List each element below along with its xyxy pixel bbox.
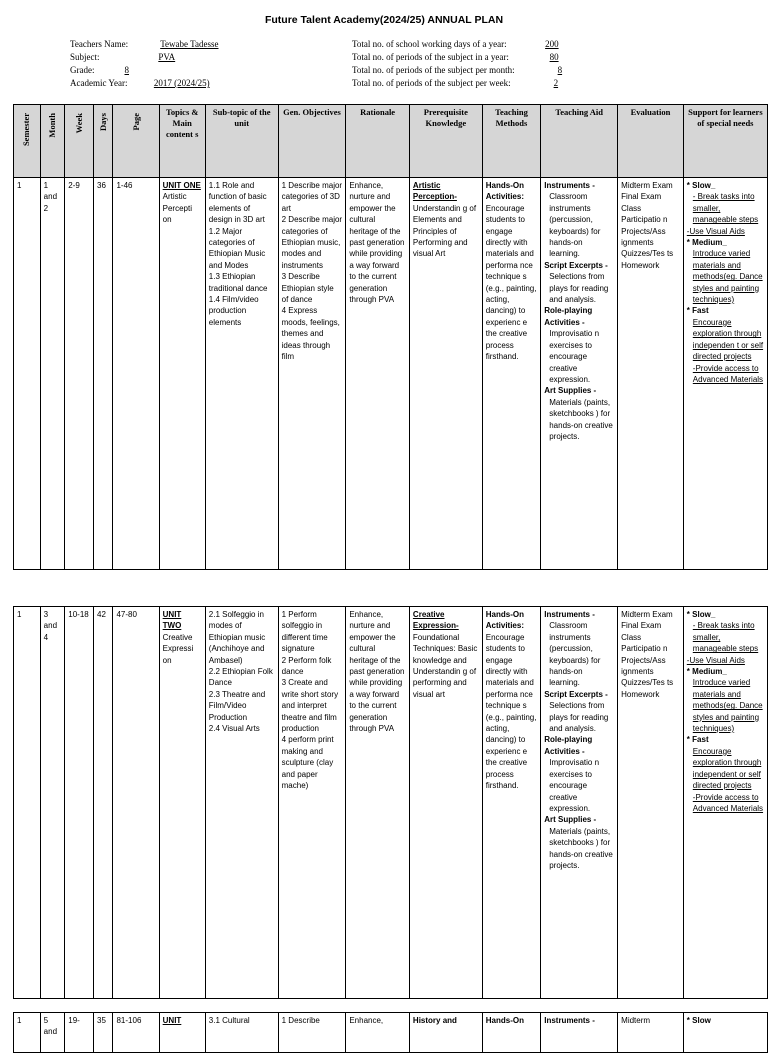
eval-item: Quizzes/Tes ts [621,249,674,259]
support-fast: * Fast [686,306,709,316]
subject-label: Subject: [70,52,100,62]
support-medium: * Medium_ [686,667,727,677]
aid-title: Art Supplies - [544,386,597,396]
col-month: Month [40,105,65,178]
col-evaluation: Evaluation [618,105,684,178]
methods-title: Hands-On Activities: [485,181,524,202]
cell-month: 5 and [40,1013,65,1053]
aid-body: Improvisatio n exercises to encourage creative expression. [549,329,600,384]
days-label: Total no. of school working days of a year: [352,39,507,49]
bullet-star: * [686,1016,690,1025]
aid-body: Selections from plays for reading and analysis. [549,701,609,734]
cell-semester: 1 [14,607,41,999]
support-slow-item: -Use Visual Aids [686,655,745,665]
cell-rationale: Enhance, [346,1013,410,1053]
unit-title: Artistic Percepti on [162,192,192,225]
eval-item: Projects/Ass ignments [621,655,666,677]
teacher-label: Teachers Name: [70,39,129,49]
cell-topics [159,1013,205,1053]
grade-label: Grade: [70,65,95,75]
cell-subtopic: 2.1 Solfeggio in modes of Ethiopian music (Anchihoye and Ambasel) 2.2 Ethiopian Folk Dance 2.3 Theatre and Film/Video Production 2.4 Visual Arts [205,607,278,999]
cell-week: 10-18 [65,607,94,999]
cell-subtopic: 3.1 Cultural [205,1013,278,1053]
cell-topics [159,178,205,570]
support-fast-item: -Provide access to Advanced Materials [692,363,764,384]
col-objectives: Gen. Objectives [278,105,346,178]
eval-item: Final Exam [621,621,662,631]
aid-body: Classroom instruments (percussion, keyboards) for hands-on learning. [549,192,601,259]
cell-page: 1-46 [113,178,159,570]
aid-body: Selections from plays for reading and analysis. [549,272,609,305]
unit-title: Creative Expressi on [162,632,194,665]
eval-item: Projects/Ass ignments [621,226,666,248]
cell-page: 47-80 [113,607,159,999]
aid-title: Instruments - [544,181,595,190]
cell-evaluation: Midterm [618,1013,684,1053]
col-methods: Teaching Methods [482,105,540,178]
cell-subtopic: 1.1 Role and function of basic elements of design in 3D art 1.2 Major categories of Ethiopian Music and Modes 1.3 Ethiopian traditional dance 1.4 Film/video production elements [205,178,278,570]
aid-body: Materials (paints, sketchbooks ) for hands-on creative projects. [549,397,613,441]
periods-week-label: Total no. of periods of the subject per week: [352,78,511,88]
support-slow-item: - Break tasks into smaller, manageable steps [692,192,759,225]
col-subtopic: Sub-topic of the unit [205,105,278,178]
methods-title: Hands-On [485,1016,524,1025]
eval-item: Final Exam [621,192,662,202]
days-row [352,38,603,51]
aid-title: Script Excerpts - [544,260,608,270]
prereq-title: History and [412,1016,457,1025]
days-value: 200 [545,39,559,49]
support-fast-item: Encourage exploration through independen t or self directed projects [692,317,764,362]
cell-days: 35 [94,1013,113,1053]
aid-title: Role-playing Activities - [544,306,593,327]
unit-label: UNIT [162,1016,182,1025]
periods-month-label: Total no. of periods of the subject per month: [352,65,515,75]
table-row [14,1013,768,1053]
eval-item: Homework [621,260,660,270]
aid-title: Instruments - [544,1016,595,1025]
methods-title: Hands-On Activities: [485,610,524,631]
eval-item: Homework [621,689,660,699]
periods-year-row [352,51,603,64]
col-rationale: Rationale [346,105,410,178]
cell-month: 3 and 4 [40,607,65,999]
cell-methods [482,178,540,570]
col-semester: Semester [14,105,41,178]
periods-year-label: Total no. of periods of the subject in a year: [352,52,509,62]
bullet-star: * [686,667,690,677]
eval-item: Midterm Exam [621,181,673,190]
year-value: 2017 (2024/25) [153,78,210,88]
bullet-star: * [686,306,690,316]
aid-title: Role-playing Activities - [544,735,593,756]
cell-rationale: Enhance, nurture and empower the cultural heritage of the past generation while providing a way forward to the current generation through PVA [346,178,410,570]
unit-label: UNIT ONE [162,181,201,190]
support-slow: Slow [692,1016,711,1025]
bullet-star: * [686,610,690,619]
eval-item: Class Participatio n [621,203,668,225]
periods-week-value: 2 [553,78,559,88]
methods-body: Encourage students to engage directly with materials and performa nce technique s (e.g., painting, acting, dancing) to experienc e the creative process firsthand. [485,632,537,791]
support-fast-item: -Provide access to Advanced Materials [692,792,764,813]
cell-topics [159,607,205,999]
cell-week: 2-9 [65,178,94,570]
support-slow-item: - Break tasks into smaller, manageable steps [692,621,759,654]
cell-objectives: 1 Perform solfeggio in different time signature 2 Perform folk dance 3 Create and write short story and interpret theatre and film production 4 perform print making and sculpture (clay and paper mache) [278,607,346,999]
col-support: Support for learners of special needs [683,105,767,178]
cell-support [683,1013,767,1053]
cell-aid [541,178,618,570]
cell-aid [541,607,618,999]
periods-week-row [352,77,603,90]
cell-rationale: Enhance, nurture and empower the cultural heritage of the past generation while providing a way forward to the current generation through PVA [346,607,410,999]
col-week: Week [65,105,94,178]
cell-prereq [409,607,482,999]
periods-month-row [352,64,603,77]
methods-body: Encourage students to engage directly with materials and performa nce technique s (e.g., painting, acting, dancing) to experienc e the creative process firsthand. [485,203,537,362]
support-slow: * Slow_ [686,181,716,190]
cell-objectives: 1 Describe [278,1013,346,1053]
cell-aid [541,1013,618,1053]
table-row [14,607,768,999]
cell-methods [482,607,540,999]
eval-item: Midterm Exam [621,610,673,619]
aid-body: Materials (paints, sketchbooks ) for hands-on creative projects. [549,826,613,870]
prereq-title: Artistic Perception- [412,181,457,202]
support-medium: * Medium_ [686,238,727,248]
unit-label: UNIT TWO [162,610,182,631]
support-fast-item: Encourage exploration through independent or self directed projects [692,746,762,791]
cell-support [683,178,767,570]
cell-days: 36 [94,178,113,570]
col-page: Page [113,105,159,178]
year-label: Academic Year: [70,78,128,88]
cell-page: 81-106 [113,1013,159,1053]
col-prereq: Prerequisite Knowledge [409,105,482,178]
col-aid: Teaching Aid [541,105,618,178]
prereq-body: Understandin g of Elements and Principles of Performing and visual Art [412,203,477,259]
prereq-title: Creative Expression- [412,610,459,631]
aid-body: Improvisatio n exercises to encourage creative expression. [549,758,600,813]
support-fast: * Fast [686,735,709,745]
aid-title: Script Excerpts - [544,689,608,699]
cell-prereq [409,1013,482,1053]
header-left [70,38,248,90]
teacher-value: Tewabe Tadesse [160,39,219,49]
bullet-star: * [686,735,690,745]
teacher-row [70,38,248,51]
col-days: Days [94,105,113,178]
header-right [352,38,603,90]
cell-week: 19- [65,1013,94,1053]
cell-objectives: 1 Describe major categories of 3D art 2 Describe major categories of Ethiopian music, modes and instruments 3 Describe Ethiopian style of dance 4 Express moods, feelings, themes and ideas through film [278,178,346,570]
annual-plan-table-1 [13,104,768,570]
aid-title: Art Supplies - [544,815,597,825]
support-slow: * Slow_ [686,610,716,619]
periods-month-value: 8 [557,65,563,75]
support-medium-text: Introduce varied materials and methods(eg. Dance styles and painting techniques) [692,249,763,305]
eval-item: Class Participatio n [621,632,668,654]
cell-month: 1 and 2 [40,178,65,570]
cell-methods [482,1013,540,1053]
col-topics: Topics & Main content s [159,105,205,178]
aid-title: Instruments - [544,610,595,619]
annual-plan-table-2 [13,606,768,999]
cell-support [683,607,767,999]
prereq-body: Foundational Techniques: Basic knowledge and Understandin g of performing and visual art [412,632,478,699]
cell-semester: 1 [14,1013,41,1053]
bullet-star: * [686,181,690,190]
grade-row [70,64,248,77]
cell-days: 42 [94,607,113,999]
subject-value: PVA [158,52,176,62]
eval-item: Quizzes/Tes ts [621,678,674,688]
table-row [14,178,768,570]
annual-plan-table-3 [13,1012,768,1053]
cell-evaluation [618,178,684,570]
aid-body: Classroom instruments (percussion, keyboards) for hands-on learning. [549,621,601,688]
year-row [70,77,248,90]
subject-row [70,51,248,64]
table-header-row [14,105,768,178]
bullet-star: * [686,238,690,248]
cell-prereq [409,178,482,570]
support-medium-text: Introduce varied materials and methods(eg. Dance styles and painting techniques) [692,678,763,734]
support-slow-item: -Use Visual Aids [686,226,745,236]
page-title: Future Talent Academy(2024/25) ANNUAL PLAN [264,14,504,26]
cell-evaluation [618,607,684,999]
grade-value: 8 [124,65,129,75]
cell-semester: 1 [14,178,41,570]
periods-year-value: 80 [549,52,559,62]
